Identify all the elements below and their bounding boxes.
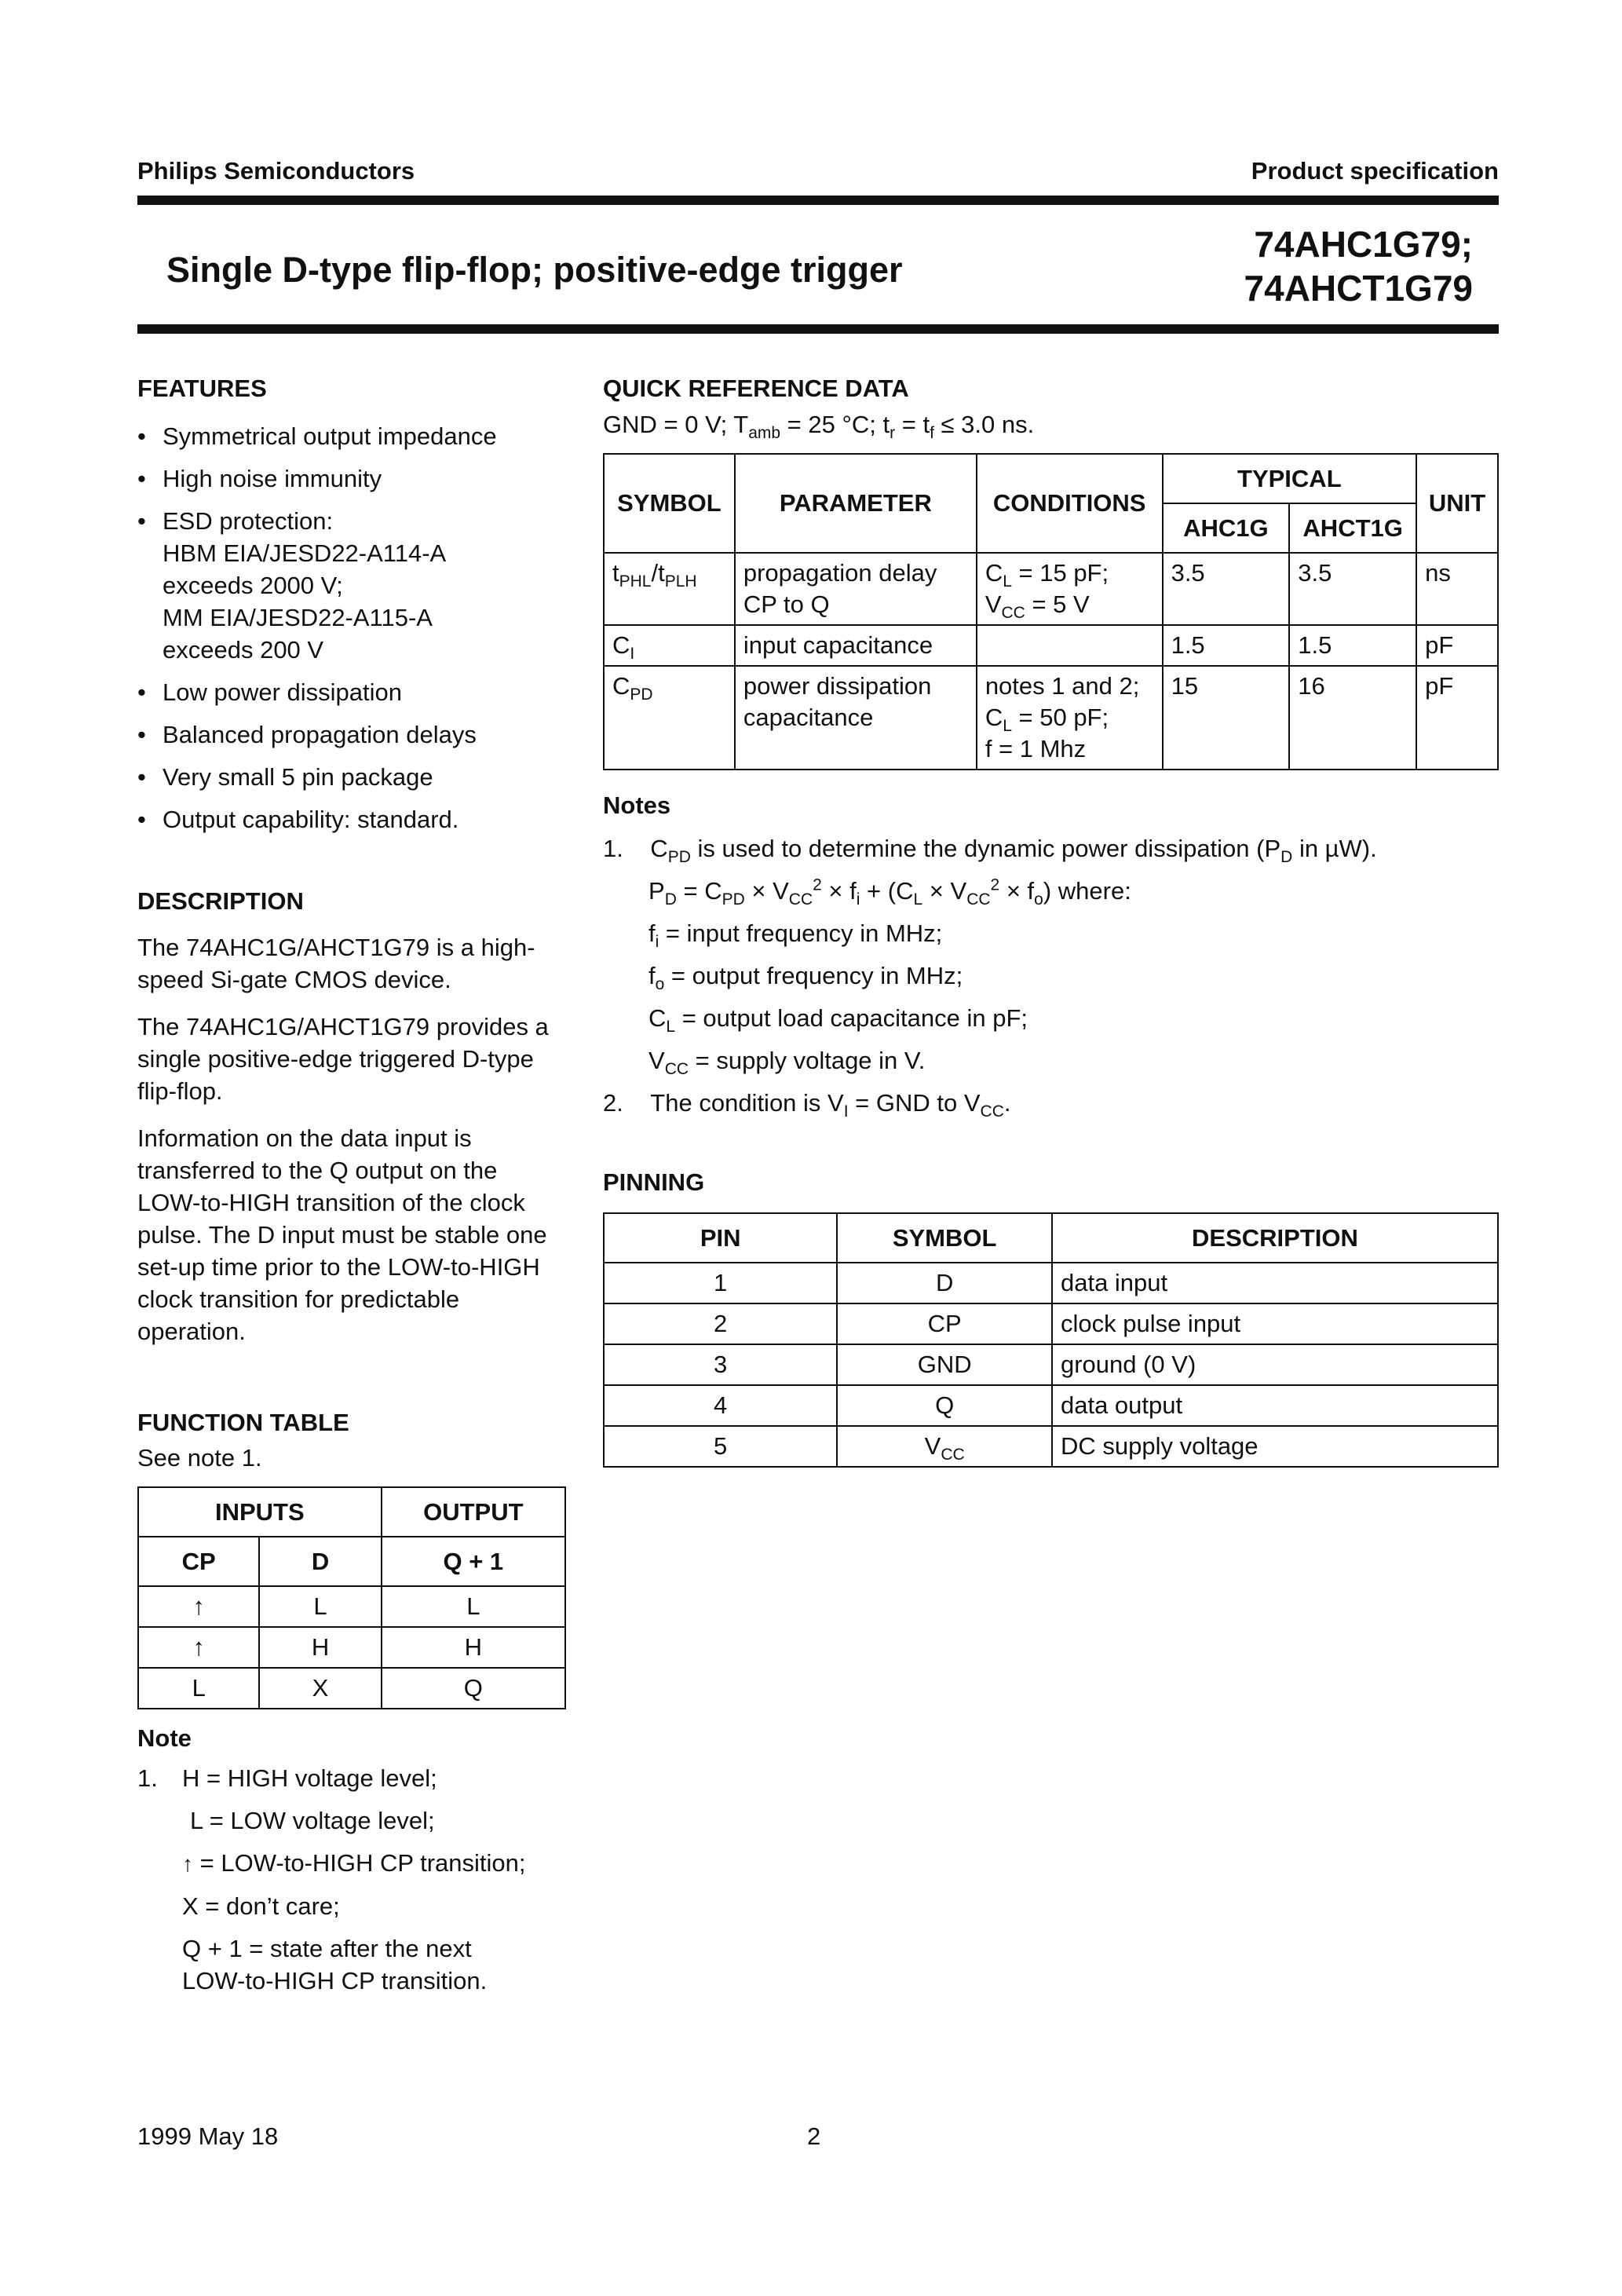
function-table-group-inputs: INPUTS	[138, 1487, 382, 1537]
function-table-note-line: X = don’t care;	[182, 1892, 340, 1920]
qrd-col-symbol: SYMBOL	[604, 454, 735, 553]
qrd-unit-cell: pF	[1416, 625, 1498, 666]
qrd-note-1-def: $f_o$ = output frequency in MHz;	[648, 962, 963, 994]
function-table-note-line-arrow	[182, 1847, 575, 1880]
qrd-note-1-def: $f_i$ = input frequency in MHz;	[648, 919, 943, 952]
pinning-description-cell: clock pulse input	[1052, 1303, 1498, 1344]
company-name: Philips Semiconductors	[137, 157, 415, 185]
function-table-cell: ↑	[138, 1586, 259, 1627]
qrd-col-typical: TYPICAL	[1163, 454, 1417, 503]
function-table-cell: Q	[382, 1668, 565, 1709]
function-table-col-q: Q + 1	[382, 1537, 565, 1586]
function-table-note-line: = LOW-to-HIGH CP transition;	[199, 1849, 526, 1877]
qrd-col-parameter: PARAMETER	[735, 454, 977, 553]
qrd-parameter-cell: power dissipation capacitance	[735, 666, 977, 770]
function-table-cell: ↑	[138, 1627, 259, 1668]
part-number	[1244, 222, 1473, 310]
function-table-note-line: H = HIGH voltage level;	[182, 1764, 437, 1792]
qrd-note-2: 2. The condition is $V_I$ = GND to $V_{CC}$.	[603, 1089, 1011, 1121]
feature-item: • Output capability: standard.	[137, 803, 577, 835]
feature-esd-line: HBM EIA/JESD22-A114-A	[163, 539, 447, 567]
qrd-conditions-cell: $C_L = 15$ pF; $V_{CC} = 5$ V	[977, 553, 1163, 625]
function-table-col-cp: CP	[138, 1537, 259, 1586]
pinning-symbol-cell: D	[837, 1263, 1052, 1303]
qrd-note-1-def: $C_L$ = output load capacitance in pF;	[648, 1004, 1028, 1036]
qrd-notes	[603, 832, 1499, 1129]
pinning-description-cell: DC supply voltage	[1052, 1426, 1498, 1467]
qrd-symbol-cell: $C_I$	[604, 625, 735, 666]
function-table-see-note: See note 1.	[137, 1444, 262, 1472]
qrd-col-ahc: AHC1G	[1163, 503, 1290, 553]
pinning-col-description: DESCRIPTION	[1052, 1213, 1498, 1263]
function-table-note-line: L = LOW voltage level;	[190, 1807, 435, 1834]
quick-reference-heading: QUICK REFERENCE DATA	[603, 375, 909, 402]
function-table-cell: L	[138, 1668, 259, 1709]
qrd-note-1-def: $V_{CC}$ = supply voltage in V.	[648, 1047, 926, 1079]
feature-item: • Balanced propagation delays	[137, 718, 577, 751]
qrd-note-1-formula: $P_D = C_{PD} \times V_{CC}^2 \times f_i + (C_L \times V_{CC}^2 \times f_o)$ where:	[648, 876, 1131, 909]
qrd-unit-cell: ns	[1416, 553, 1498, 625]
function-table-cell: L	[259, 1586, 381, 1627]
function-table-note-heading: Note	[137, 1724, 192, 1752]
qrd-unit-cell: pF	[1416, 666, 1498, 770]
qrd-parameter-cell: input capacitance	[735, 625, 977, 666]
footer-date: 1999 May 18	[137, 2122, 279, 2150]
doc-type: Product specification	[1251, 157, 1499, 185]
quick-reference-conditions: GND = 0 V; $T_{amb} = 25$ °C; $t_r = t_f \le 3.0$ ns.	[603, 411, 1035, 443]
pinning-symbol-cell: CP	[837, 1303, 1052, 1344]
feature-item: • High noise immunity	[137, 462, 577, 495]
pinning-pin-cell: 3	[604, 1344, 837, 1385]
quick-reference-table	[603, 453, 1499, 770]
qrd-ahc-cell: 15	[1163, 666, 1290, 770]
function-table	[137, 1486, 566, 1709]
pinning-symbol-cell: GND	[837, 1344, 1052, 1385]
qrd-col-conditions: CONDITIONS	[977, 454, 1163, 553]
qrd-note-1: 1. $C_{PD}$ is used to determine the dynamic power dissipation ($P_D$ in µW).	[603, 835, 1377, 867]
features-list	[137, 420, 577, 846]
pinning-pin-cell: 2	[604, 1303, 837, 1344]
feature-item-esd	[137, 505, 577, 666]
feature-item: • Very small 5 pin package	[137, 761, 577, 793]
qrd-symbol-cell: $t_{PHL}/t_{PLH}$	[604, 553, 735, 625]
description-body	[137, 931, 565, 1347]
feature-esd-line: exceeds 200 V	[163, 636, 324, 664]
up-arrow-icon: ↑	[182, 1852, 193, 1876]
footer-page-number: 2	[807, 2122, 821, 2150]
pinning-symbol-cell: $V_{CC}$	[837, 1426, 1052, 1467]
qrd-ahct-cell: 3.5	[1289, 553, 1416, 625]
pinning-col-symbol: SYMBOL	[837, 1213, 1052, 1263]
page-title: Single D-type flip-flop; positive-edge trigger	[166, 250, 903, 290]
pinning-description-cell: data input	[1052, 1263, 1498, 1303]
qrd-conditions-cell	[977, 625, 1163, 666]
function-table-note-line: Q + 1 = state after the next	[182, 1935, 472, 1962]
feature-esd-title: • ESD protection:	[163, 507, 334, 535]
pinning-symbol-cell: Q	[837, 1385, 1052, 1426]
description-paragraph: The 74AHC1G/AHCT1G79 is a high-speed Si-gate CMOS device.	[137, 934, 535, 993]
pinning-pin-cell: 5	[604, 1426, 837, 1467]
qrd-ahct-cell: 1.5	[1289, 625, 1416, 666]
features-heading: FEATURES	[137, 375, 267, 402]
function-table-note-number: 1.	[137, 1764, 158, 1792]
feature-item: • Low power dissipation	[137, 676, 577, 708]
qrd-symbol-cell: $C_{PD}$	[604, 666, 735, 770]
qrd-ahc-cell: 1.5	[1163, 625, 1290, 666]
header-rule-bottom	[137, 324, 1499, 334]
header-rule-top	[137, 196, 1499, 205]
feature-item: • Symmetrical output impedance	[137, 420, 577, 452]
qrd-conditions-cell: notes 1 and 2; $C_L = 50$ pF; f = 1 Mhz	[977, 666, 1163, 770]
qrd-notes-heading: Notes	[603, 792, 671, 819]
pinning-heading: PINNING	[603, 1168, 705, 1196]
feature-esd-line: MM EIA/JESD22-A115-A	[163, 604, 433, 631]
description-paragraph: The 74AHC1G/AHCT1G79 provides a single positive-edge triggered D-type flip-flop.	[137, 1013, 549, 1105]
function-table-group-output: OUTPUT	[382, 1487, 565, 1537]
function-table-col-d: D	[259, 1537, 381, 1586]
function-table-cell: H	[382, 1627, 565, 1668]
part-number-line2: 74AHCT1G79	[1244, 268, 1473, 309]
function-table-cell: H	[259, 1627, 381, 1668]
function-table-cell: L	[382, 1586, 565, 1627]
description-heading: DESCRIPTION	[137, 887, 304, 915]
part-number-line1: 74AHC1G79;	[1254, 224, 1473, 265]
pinning-pin-cell: 4	[604, 1385, 837, 1426]
qrd-col-ahct: AHCT1G	[1289, 503, 1416, 553]
qrd-col-unit: UNIT	[1416, 454, 1498, 553]
feature-esd-line: exceeds 2000 V;	[163, 572, 343, 599]
qrd-ahc-cell: 3.5	[1163, 553, 1290, 625]
pinning-col-pin: PIN	[604, 1213, 837, 1263]
function-table-note-body	[182, 1762, 575, 1997]
function-table-note-line: LOW-to-HIGH CP transition.	[182, 1967, 488, 1994]
description-paragraph: Information on the data input is transferred to the Q output on the LOW-to-HIGH transition of the clock pulse. The D input must be stable one set-up time prior to the LOW-to-HIGH clock transition for predictable operation.	[137, 1124, 547, 1345]
pinning-description-cell: data output	[1052, 1385, 1498, 1426]
function-table-heading: FUNCTION TABLE	[137, 1409, 349, 1436]
qrd-parameter-cell: propagation delay CP to Q	[735, 553, 977, 625]
function-table-cell: X	[259, 1668, 381, 1709]
qrd-ahct-cell: 16	[1289, 666, 1416, 770]
pinning-description-cell: ground (0 V)	[1052, 1344, 1498, 1385]
pinning-pin-cell: 1	[604, 1263, 837, 1303]
pinning-table	[603, 1212, 1499, 1468]
